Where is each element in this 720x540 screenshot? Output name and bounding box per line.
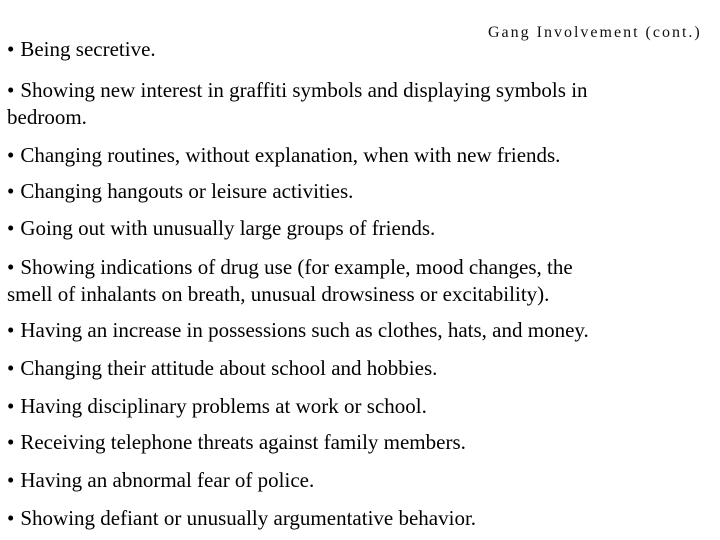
bullet-telephone-threats [7,430,466,454]
bullet-changing-routines [7,143,560,167]
bullet-drug-use-continued [7,282,549,306]
bullet-text: Changing hangouts or leisure activities. [20,179,354,203]
bullet-text: Having an increase in possessions such as clothes, hats, and money. [20,318,589,342]
bullet-text: Receiving telephone threats against family members. [20,430,466,454]
bullet-attitude [7,356,437,380]
bullet-text-continued: smell of inhalants on breath, unusual drowsiness or excitability). [7,282,550,306]
bullet-icon: • [7,506,15,530]
bullet-icon: • [7,143,15,167]
bullet-text: Changing routines, without explanation, when with new friends. [20,143,561,167]
bullet-icon: • [7,37,15,61]
bullet-text: Showing new interest in graffiti symbols and displaying symbols in [20,78,588,102]
bullet-possessions [7,318,589,342]
bullet-icon: • [7,356,15,380]
bullet-text: Showing defiant or unusually argumentative behavior. [20,506,477,530]
bullet-graffiti-symbols-continued [7,105,87,129]
bullet-icon: • [7,430,15,454]
bullet-icon: • [7,468,15,492]
bullet-text: Having an abnormal fear of police. [20,468,315,492]
bullet-graffiti-symbols [7,78,588,102]
bullet-fear-of-police [7,468,314,492]
bullet-being-secretive [7,37,156,61]
bullet-text: Being secretive. [20,37,156,61]
bullet-text: Changing their attitude about school and hobbies. [20,356,438,380]
bullet-icon: • [7,78,15,102]
bullet-text: Having disciplinary problems at work or school. [20,394,427,418]
bullet-drug-use [7,255,573,279]
bullet-defiant-behavior [7,506,476,530]
bullet-text: Going out with unusually large groups of friends. [20,216,436,240]
bullet-disciplinary-problems [7,394,427,418]
bullet-icon: • [7,394,15,418]
slide-title-fragment: Gang Involvement (cont.) [488,24,702,41]
bullet-icon: • [7,216,15,240]
bullet-changing-hangouts [7,179,353,203]
bullet-icon: • [7,179,15,203]
bullet-icon: • [7,318,15,342]
bullet-text-continued: bedroom. [7,105,87,129]
bullet-text: Showing indications of drug use (for example, mood changes, the [20,255,573,279]
bullet-large-groups [7,216,435,240]
bullet-icon: • [7,255,15,279]
